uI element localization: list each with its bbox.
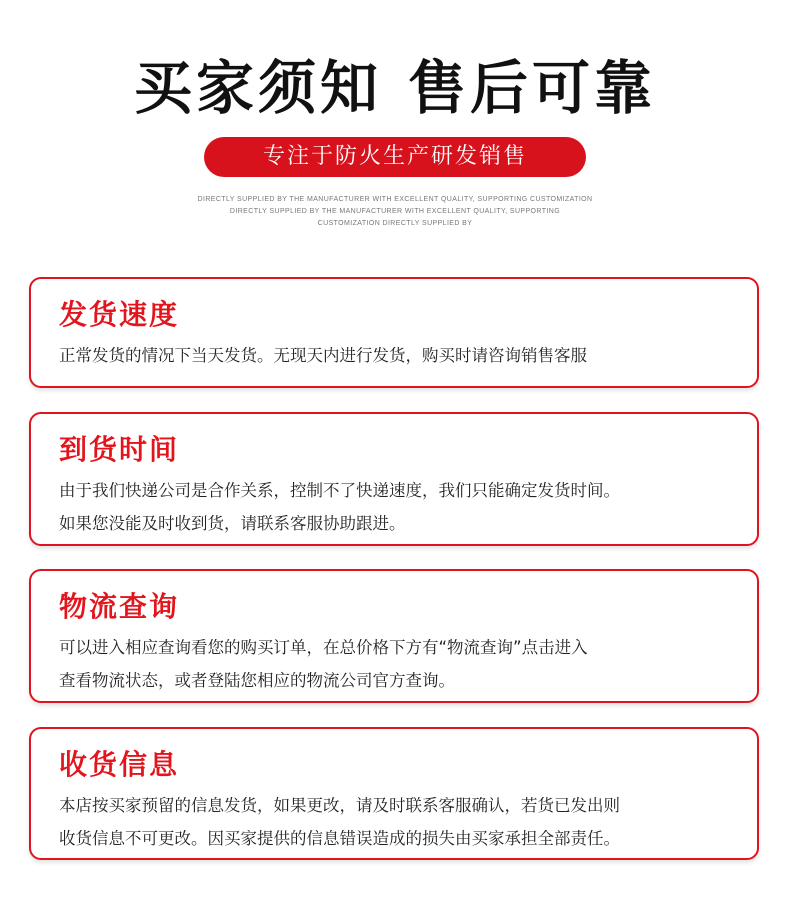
english-tagline-3: CUSTOMIZATION DIRECTLY SUPPLIED BY [317, 220, 473, 227]
section-card-arrival-time [29, 412, 759, 546]
section-title: 收货信息 [59, 748, 180, 781]
section-card-shipping-speed [29, 277, 759, 388]
section-line: 查看物流状态，或者登陆您相应的物流公司官方查询。 [59, 671, 455, 690]
section-line: 如果您没能及时收到货，请联系客服协助跟进。 [59, 514, 406, 533]
title-right: 售后可靠 [408, 54, 657, 122]
section-line: 可以进入相应查询看您的购买订单，在总价格下方有“物流查询”点击进入 [59, 638, 588, 657]
section-title: 到货时间 [59, 433, 180, 466]
section-line: 正常发货的情况下当天发货。无现天内进行发货，购买时请咨询销售客服 [59, 346, 587, 365]
section-body [59, 789, 739, 855]
section-line: 由于我们快递公司是合作关系，控制不了快递速度，我们只能确定发货时间。 [59, 481, 620, 500]
section-line: 收货信息不可更改。因买家提供的信息错误造成的损失由买家承担全部责任。 [59, 829, 620, 848]
title-left: 买家须知 [133, 54, 382, 122]
subtitle-badge: 专注于防火生产研发销售 [204, 137, 586, 177]
section-title: 发货速度 [59, 298, 180, 331]
english-tagline-1: DIRECTLY SUPPLIED BY THE MANUFACTURER WITH EXCELLENT QUALITY, SUPPORTING CUSTOMIZATION [197, 196, 593, 203]
english-tagline-2: DIRECTLY SUPPLIED BY THE MANUFACTURER WITH EXCELLENT QUALITY, SUPPORTING [229, 208, 561, 215]
section-card-logistics-query [29, 569, 759, 703]
section-body [59, 339, 739, 372]
section-title: 物流查询 [59, 590, 180, 623]
section-card-receiving-info [29, 727, 759, 860]
page-title [0, 52, 790, 124]
section-body [59, 474, 739, 540]
section-body [59, 631, 739, 697]
section-line: 本店按买家预留的信息发货，如果更改，请及时联系客服确认，若货已发出则 [59, 796, 620, 815]
